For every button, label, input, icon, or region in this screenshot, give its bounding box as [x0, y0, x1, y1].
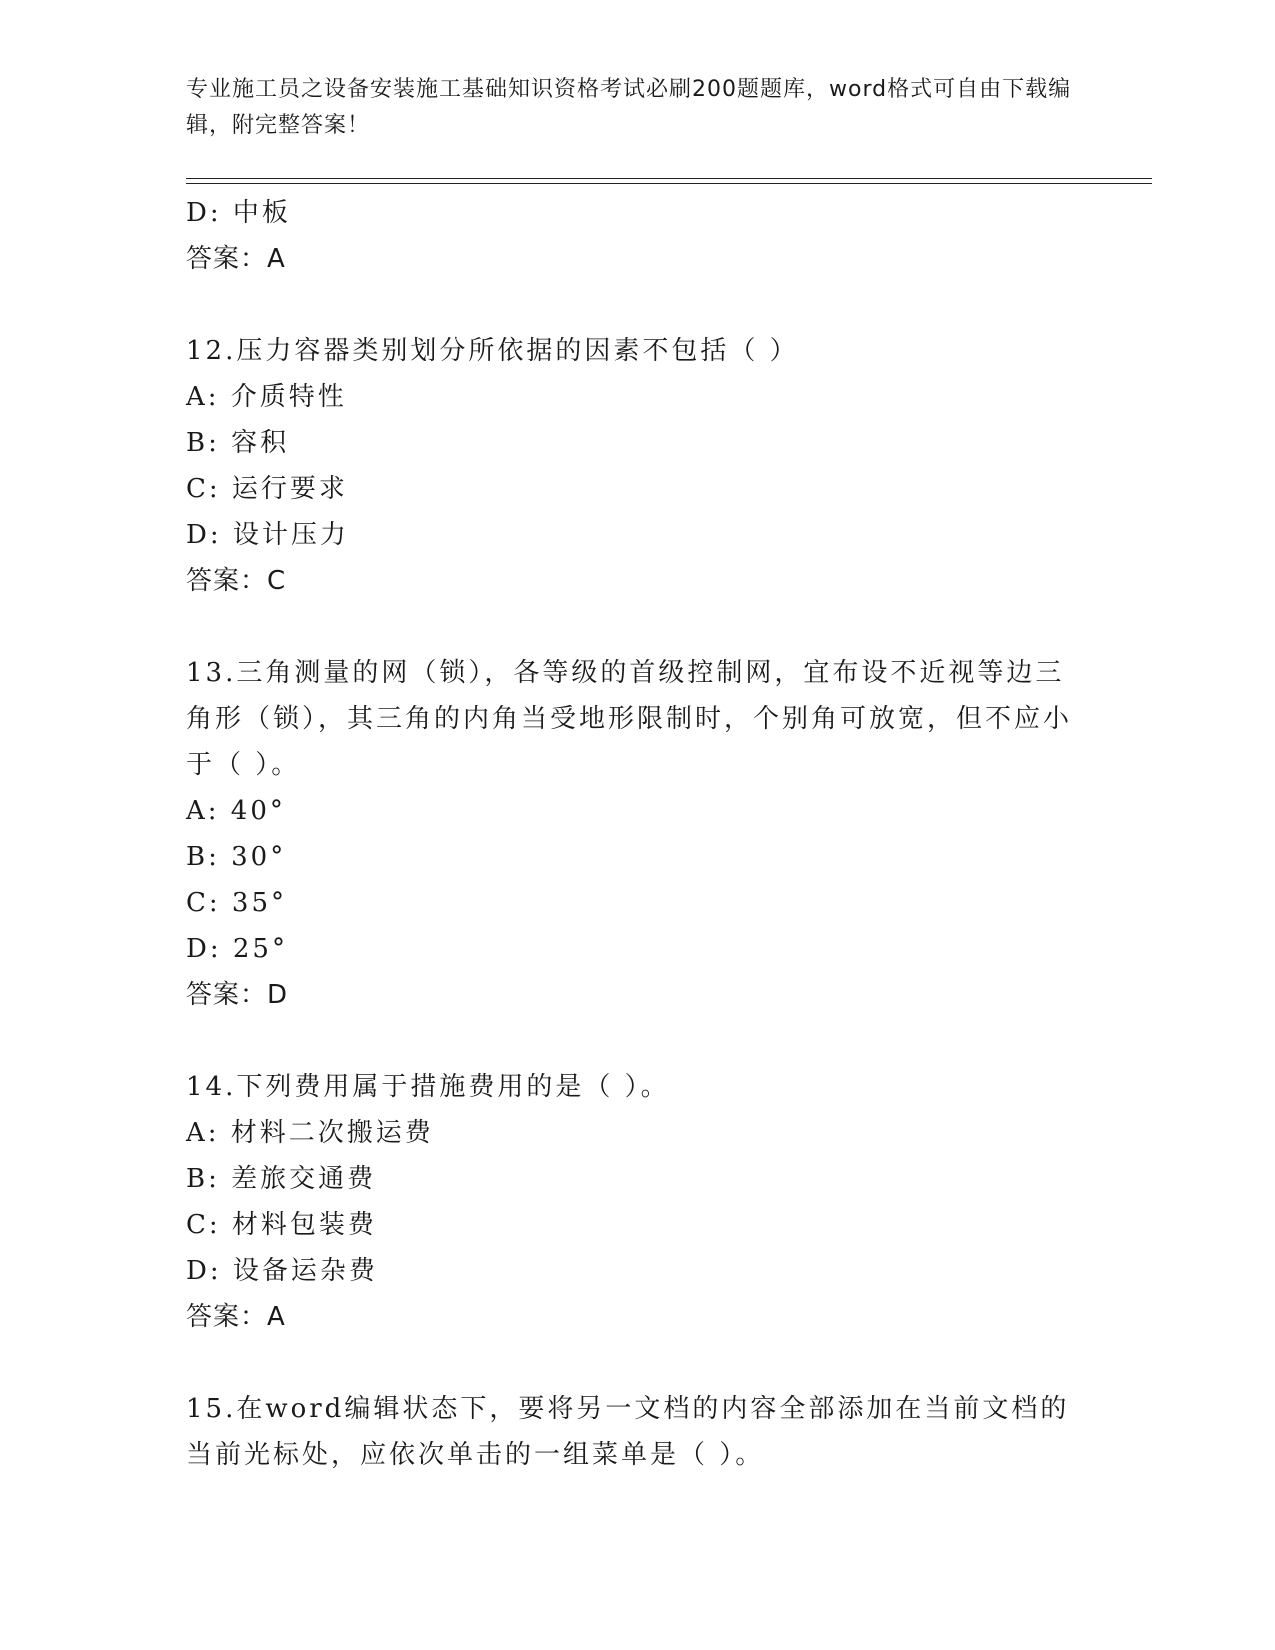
question-13: [186, 650, 1086, 1018]
question-stem: 12.压力容器类别划分所依据的因素不包括（ ）: [186, 336, 799, 366]
spacer: [186, 604, 1086, 650]
question-list: [186, 190, 1086, 1478]
header-rule-top: [186, 178, 1152, 179]
question-stem: 15.在word编辑状态下，要将另一文档的内容全部添加在当前文档的当前光标处，应依次单击的一组菜单是（ ）。: [186, 1394, 1070, 1470]
option-a: A: 介质特性: [186, 382, 347, 412]
option-b: B: 差旅交通费: [186, 1164, 377, 1194]
option-b: B: 容积: [186, 428, 290, 458]
answer: 答案：A: [186, 1302, 286, 1332]
answer: 答案：A: [186, 244, 286, 274]
option-c: C: 运行要求: [186, 474, 348, 504]
question-stem: 14.下列费用属于措施费用的是（ ）。: [186, 1072, 670, 1102]
option-d: D: 设备运杂费: [186, 1256, 378, 1286]
spacer: [186, 1018, 1086, 1064]
option-b: B: 30°: [186, 842, 287, 872]
question-15: [186, 1386, 1086, 1478]
option-d: D: 中板: [186, 198, 291, 228]
option-a: A: 材料二次搬运费: [186, 1118, 434, 1148]
option-c: C: 35°: [186, 888, 288, 918]
header-rule-bottom: [186, 183, 1152, 184]
document-header: 专业施工员之设备安装施工基础知识资格考试必刷200题题库，word格式可自由下载编辑，附完整答案！: [186, 77, 1072, 138]
option-d: D: 设计压力: [186, 520, 349, 550]
option-d: D: 25°: [186, 934, 288, 964]
spacer: [186, 1340, 1086, 1386]
answer: 答案：C: [186, 566, 287, 596]
question-stem: 13.三角测量的网（锁），各等级的首级控制网，宜布设不近视等边三角形（锁），其三角的内角当受地形限制时，个别角可放宽，但不应小于（ ）。: [186, 658, 1073, 780]
question-12: [186, 328, 1086, 604]
option-c: C: 材料包装费: [186, 1210, 377, 1240]
spacer: [186, 282, 1086, 328]
answer: 答案：D: [186, 980, 289, 1010]
option-a: A: 40°: [186, 796, 286, 826]
question-14: [186, 1064, 1086, 1340]
